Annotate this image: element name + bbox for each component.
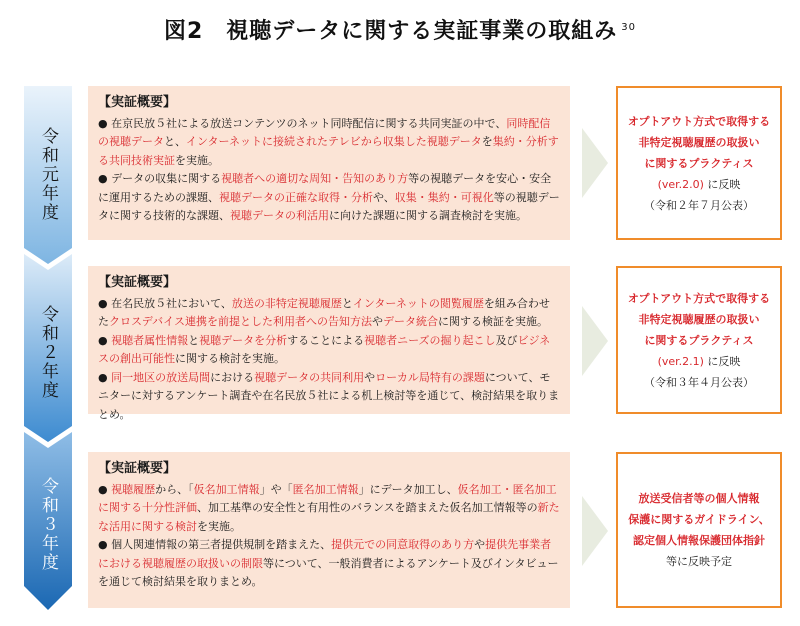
result-line: に関するプラクティス	[644, 333, 754, 347]
summary-body	[98, 295, 560, 425]
result-line: に関するプラクティス	[644, 156, 754, 170]
highlight-text: データ統合	[383, 315, 439, 328]
summary-paragraph	[98, 295, 560, 332]
body-text: 」や「	[259, 482, 293, 496]
highlight-text: 放送の非特定視聴履歴	[231, 296, 342, 310]
body-text: 等の視聴データに関する技術的な課題、	[98, 190, 560, 222]
highlight-text: 仮名加工・匿名加工に関する十分性評価	[98, 482, 557, 514]
body-text: ● 在京民放５社による放送コンテンツのネット同時配信に関する共同実証の中で、	[98, 116, 507, 130]
result-line: オプトアウト方式で取得する	[627, 114, 771, 128]
result-line	[618, 174, 780, 195]
body-text: ●	[98, 482, 112, 496]
body-text: について、モニターに対するアンケート調査や在名民放５社による机上検討等を通じて、検討結果を取りまとめ。	[98, 370, 560, 421]
body-text: を組み合わせた	[98, 296, 550, 328]
result-box-r3	[616, 452, 782, 608]
result-line: 放送受信者等の個人情報	[638, 492, 760, 505]
result-line: 非特定視聴履歴の取扱い	[638, 135, 760, 149]
highlight-text: インターネットの閲覧履歴	[352, 296, 484, 310]
body-text: を実施。	[197, 519, 241, 533]
right-arrow-r2	[582, 306, 608, 376]
highlight-text: 視聴者ニーズの掘り起こし	[364, 333, 496, 347]
result-line: オプトアウト方式で取得する	[627, 291, 771, 305]
summary-box-r2	[88, 266, 570, 421]
year-label-r2: 令和２年度	[38, 304, 58, 400]
body-text: することによる	[287, 333, 365, 347]
highlight-text: 同時配信の視聴データ	[98, 116, 551, 148]
summary-box-r3	[88, 452, 570, 608]
body-text: ●	[98, 370, 112, 384]
body-text: や、	[373, 190, 395, 204]
summary-body	[98, 481, 560, 592]
body-text: 及び	[495, 333, 518, 347]
body-text: ● データの収集に関する	[98, 172, 222, 185]
result-box-r2	[616, 266, 782, 414]
highlight-text: 収集・集約・可視化	[394, 190, 494, 204]
body-text: に関する検討を実施。	[175, 352, 285, 365]
highlight-text: 匿名加工情報	[292, 482, 359, 496]
highlight-text: 視聴データの共同利用	[254, 370, 365, 384]
body-text: ● 個人関連情報の第三者提供規制を踏まえた、	[98, 538, 332, 551]
summary-heading: 【実証概要】	[98, 95, 177, 110]
summary-box-r1	[88, 86, 570, 240]
year-label-r1: 令和元年度	[38, 126, 58, 222]
result-line: 保護に関するガイドライン、	[628, 513, 770, 526]
body-text: と	[188, 333, 200, 347]
page-title	[0, 14, 800, 45]
reflect-text: に反映	[703, 177, 741, 191]
summary-paragraph	[98, 536, 560, 592]
highlight-text: 視聴データの利活用	[230, 209, 329, 222]
version-text: (ver.2.0)	[657, 177, 704, 191]
right-arrow-r3	[582, 496, 608, 566]
summary-body	[98, 115, 560, 226]
body-text: を	[481, 135, 493, 148]
footnote-marker: 30	[621, 21, 637, 33]
body-text: ●	[98, 333, 112, 347]
highlight-text: 視聴者属性情報	[111, 333, 189, 347]
year-timeline	[24, 86, 72, 610]
result-line: （令和３年４月公表）	[644, 375, 754, 389]
reflect-text: に反映	[703, 354, 741, 368]
highlight-text: 同一地区の放送局間	[111, 370, 211, 384]
summary-paragraph	[98, 170, 560, 226]
summary-paragraph	[98, 115, 560, 171]
highlight-text: 仮名加工情報	[193, 482, 260, 496]
body-text: 」にデータ加工し、	[358, 482, 458, 496]
body-text: と、	[164, 135, 186, 148]
summary-paragraph	[98, 369, 560, 425]
result-line: 等に反映予定	[666, 555, 732, 568]
body-text: における	[210, 370, 255, 384]
highlight-text: 視聴データの正確な取得・分析	[219, 190, 373, 204]
summary-heading: 【実証概要】	[98, 461, 177, 476]
body-text: や	[364, 370, 376, 384]
body-text: 等の視聴データを安心・安全に運用するための課題、	[98, 172, 552, 204]
body-text: 、加工基準の安全性と有用性のバランスを踏まえた仮名加工情報等の	[197, 501, 538, 514]
body-text: に向けた課題に関する調査検討を実施。	[329, 209, 527, 222]
summary-paragraph	[98, 481, 560, 537]
highlight-text: 提供先事業者における視聴履歴の取扱いの制限	[98, 538, 552, 570]
highlight-text: 提供元での同意取得のあり方	[331, 538, 475, 551]
highlight-text: 視聴者への適切な周知・告知のあり方	[221, 172, 409, 185]
result-line: （令和２年７月公表）	[644, 198, 754, 212]
summary-paragraph	[98, 332, 560, 369]
result-line	[618, 351, 780, 372]
result-line: 非特定視聴履歴の取扱い	[638, 312, 760, 326]
body-text: や	[474, 538, 486, 551]
highlight-text: 新たな活用に関する検討	[98, 501, 560, 533]
body-text: に関する検証を実施。	[438, 315, 549, 328]
highlight-text: インターネットに接続されたテレビから収集した視聴データ	[186, 135, 482, 148]
body-text: を実施。	[175, 153, 219, 167]
result-box-r1	[616, 86, 782, 240]
title-text: 図2 視聴データに関する実証事業の取組み	[163, 19, 618, 44]
body-text: ● 在名民放５社において、	[98, 296, 232, 310]
version-text: (ver.2.1)	[657, 354, 704, 368]
highlight-text: クロスデバイス連携を前提とした利用者への告知方法	[109, 315, 373, 328]
summary-heading: 【実証概要】	[98, 275, 177, 290]
body-text: から、「	[155, 482, 194, 496]
body-text: 等について、一般消費者によるアンケート及びインタビューを通じて検討結果を取りまとめ。	[98, 556, 559, 588]
result-line: 認定個人情報保護団体指針	[633, 534, 765, 547]
highlight-text: 視聴履歴	[111, 482, 156, 496]
body-text: や	[372, 315, 384, 328]
highlight-text: ローカル局特有の課題	[375, 370, 485, 384]
right-arrow-r1	[582, 128, 608, 198]
year-label-r3: 令和３年度	[38, 476, 58, 572]
highlight-text: 集約・分析する共同技術実証	[98, 135, 559, 167]
highlight-text: 視聴データを分析	[199, 333, 288, 347]
highlight-text: ビジネスの創出可能性	[98, 333, 551, 365]
body-text: と	[341, 296, 353, 310]
